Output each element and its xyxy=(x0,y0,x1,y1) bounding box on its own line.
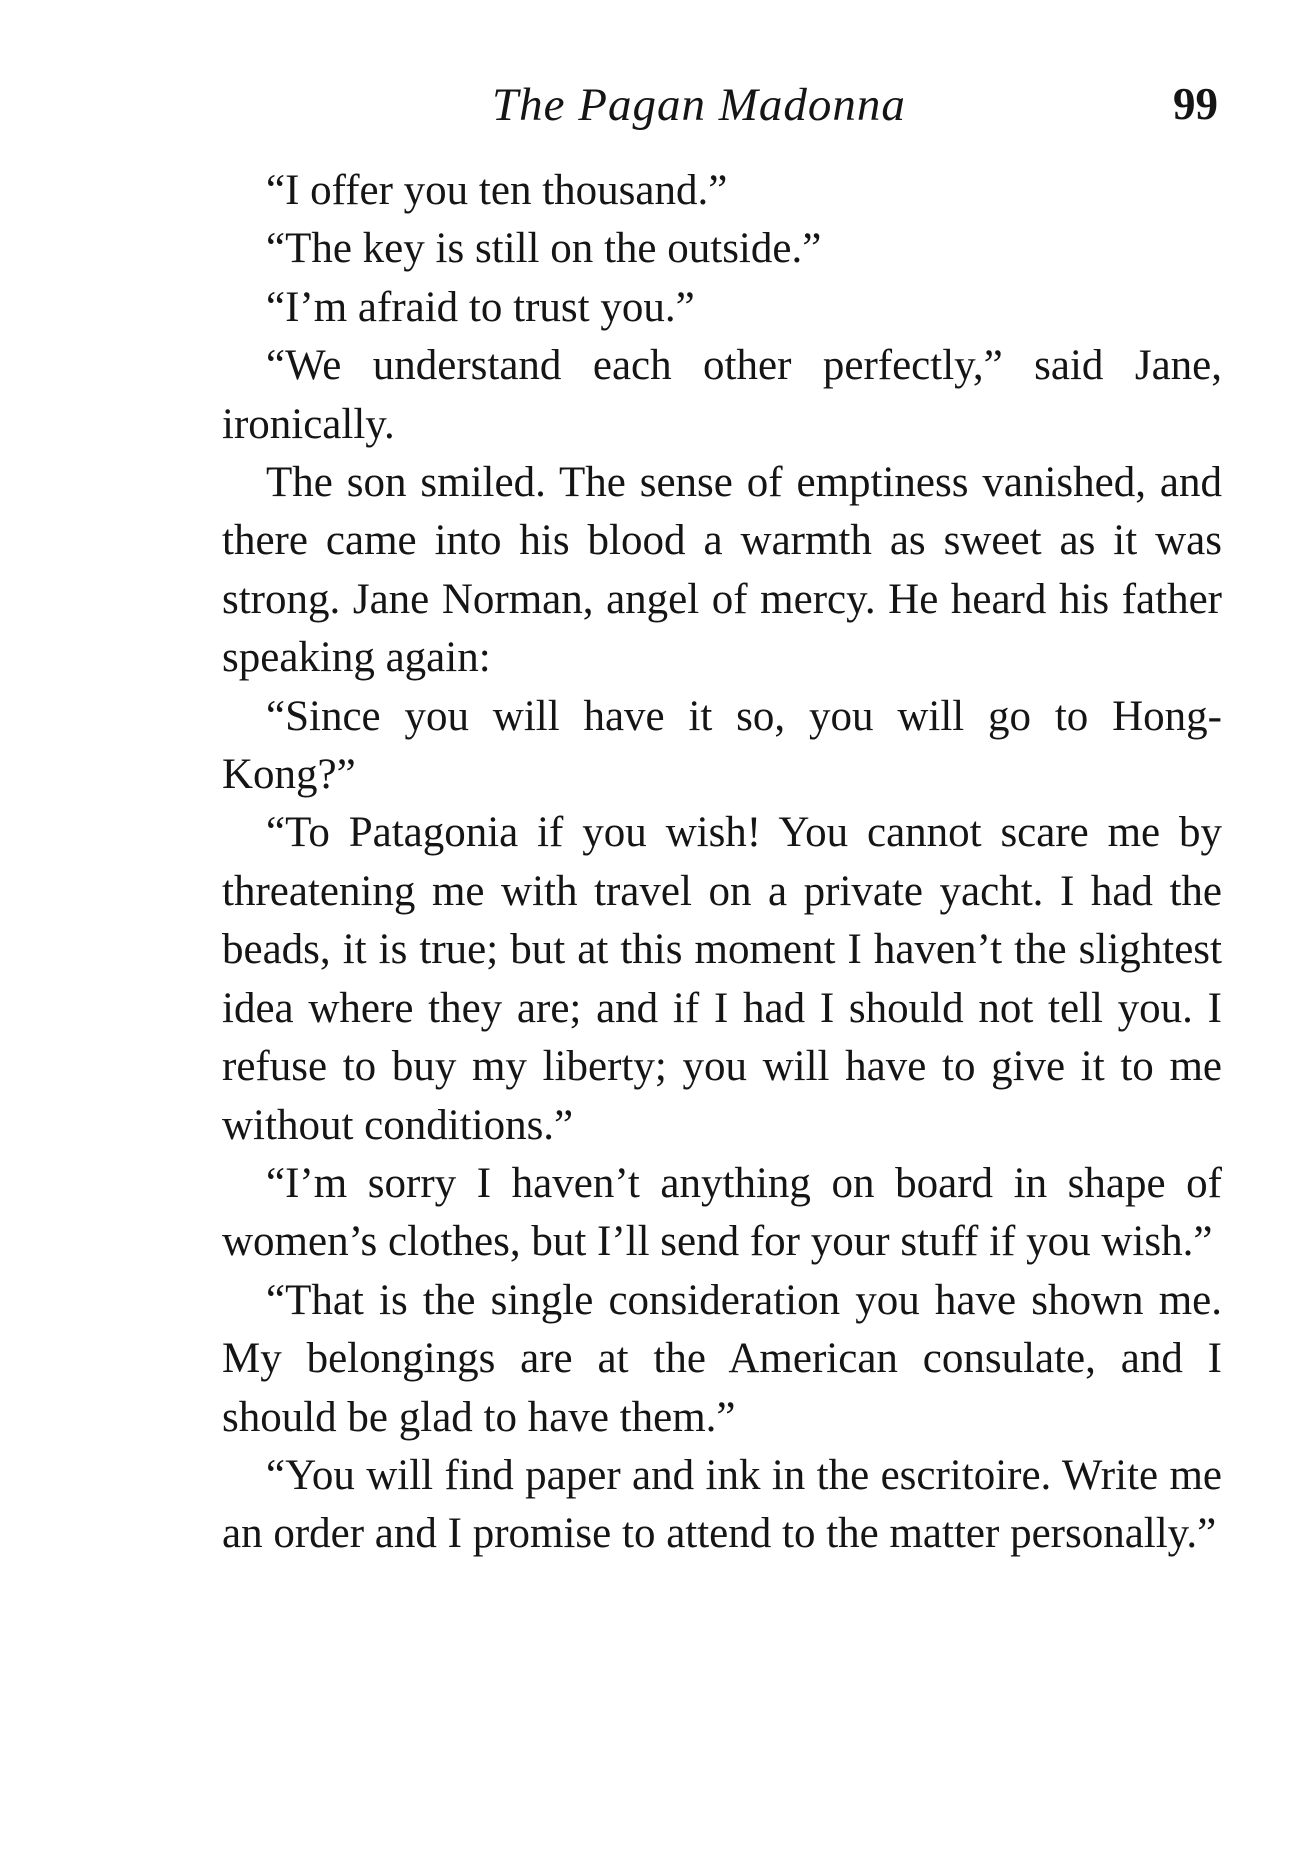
paragraph: “Since you will have it so, you will go to Hong-Kong?” xyxy=(222,692,1222,799)
paragraph: “I’m afraid to trust you.” xyxy=(266,283,695,331)
paragraph: “I offer you ten thousand.” xyxy=(266,167,728,214)
paragraph: “We understand each other perfectly,” said Jane, ironically. xyxy=(222,342,1222,448)
paragraph: “To Patagonia if you wish! You cannot scare me by threatening me with travel on a private yacht. I had the beads, it is true; but at this moment I haven’t the slightest idea where they are; and if I had I should not tell you. I refuse to buy my liberty; you will have to give it to me without conditions.” xyxy=(222,809,1222,1149)
paragraph: “You will find paper and ink in the escritoire. Write me an order and I promise to attend to the matter personally.” xyxy=(222,1451,1222,1558)
page-number: 99 xyxy=(1173,79,1218,129)
paragraph: “I’m sorry I haven’t anything on board in shape of women’s clothes, but I’ll send for your stuff if you wish.” xyxy=(222,1159,1222,1266)
body-text xyxy=(222,162,1222,1564)
running-head xyxy=(222,78,1222,148)
paragraph: The son smiled. The sense of emptiness vanished, and there came into his blood a warmth as sweet as it was strong. Jane Norman, angel of mercy. He heard his father speaking again: xyxy=(222,459,1222,682)
running-title: The Pagan Madonna xyxy=(492,79,906,131)
paragraph: “That is the single consideration you have shown me. My belongings are at the American consulate, and I should be glad to have them.” xyxy=(222,1276,1222,1441)
paragraph: “The key is still on the outside.” xyxy=(266,225,822,273)
